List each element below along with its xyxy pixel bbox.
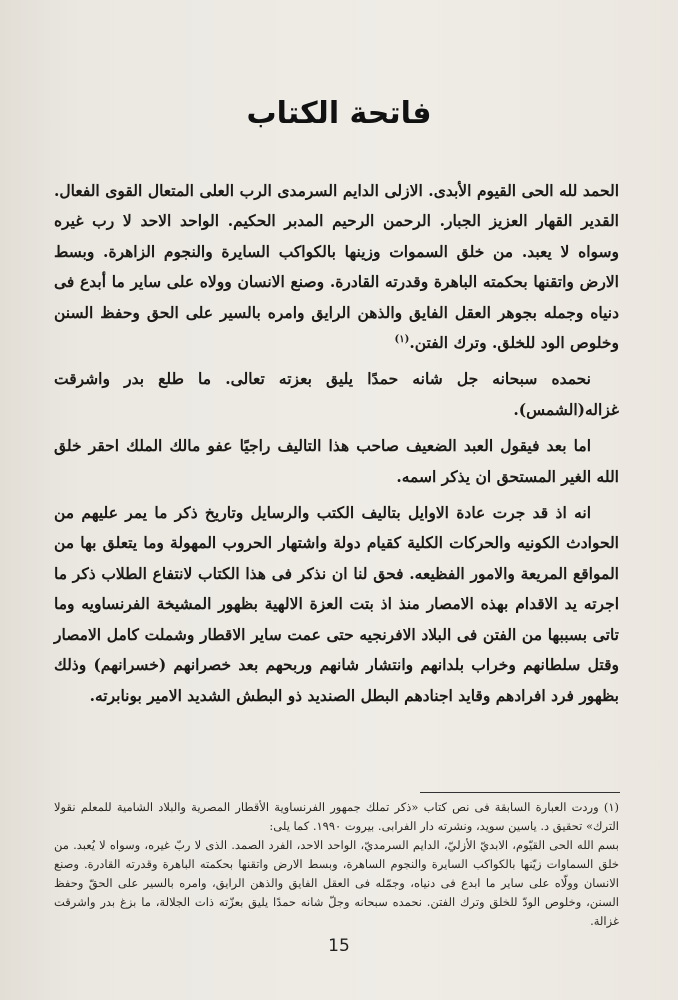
paragraph-opening [54, 176, 619, 358]
footnote-reference: (١) [394, 333, 410, 345]
footnote-quote: بسم الله الحى القيّوم، الابديّ الأزليّ، الدايم السرمديّ، الواحد الاحد، الفرد الصمد. الذى لا ربّ غيره، وسواه لا يُعبد. من خلق السماوات زيّنها بالكواكب السايرة والنجوم الساهرة، وبسط الارض واتقنها بحكمته الباهرة وقدرته القادرة. وصنع الانسان وولّاه على ساير ما ابدع فى دنياه، وجمّله فى العقل الفايق والذهن الرايق، وامره بالسير على الحقّ وحفظ السنن، وخلوص الودّ للخلق وترك الفتن. نحمده سبحانه وجلّ شانه حمدًا يليق بعزّته ذات الجلالة، ما بزغ بدر واشرقت غزالة. [54, 838, 619, 928]
paragraph-author: اما بعد فيقول العبد الضعيف صاحب هذا التاليف راجيًا عفو مالك الملك احقر خلق الله الغير المستحق ان يذكر اسمه. [54, 436, 619, 486]
paragraph-opening-text: الحمد لله الحى القيوم الأبدى. الازلى الدايم السرمدى الرب العلى المتعال القوى الفعال. القدير القهار العزيز الجبار. الرحمن الرحيم المدبر الحكيم. الواحد الاحد لا رب غيره وسواه لا يعبد. من خلق السموات وزينها بالكواكب السايرة والنجوم الزاهرة. وبسط الارض واتقنها بحكمته الباهرة وقدرته القادرة. وصنع الانسان وولاه على ساير ما أبدع فى دنياه وجمله بجوهر العقل الفايق والذهن الرايق وامره بالسير على الحق وحفظ السنن وخلوص الود للخلق. وترك الفتن. [54, 181, 619, 353]
page-title: فاتحة الكتاب [246, 96, 432, 131]
page-number: 15 [328, 936, 350, 956]
paragraph-purpose: انه اذ قد جرت عادة الاوايل بتاليف الكتب والرسايل وتاريخ ذكر ما يمر عليهم من الحوادث الكونيه والحركات الكلية كقيام دولة واشتهار الحروب المهولة وما يتعلق بها من المواقع المريعة والامور الفظيعه. فحق لنا ان نذكر فى هذا الكتاب لانتفاع الطلاب ذكر ما اجرته يد الاقدام بهذه الامصار منذ اذ بتت العزة الالهية بظهور المشيخة الفرنساويه وما تاتى بسببها من الفتن فى البلاد الافرنجيه حتى عمت ساير الاقطار وشملت كامل الامصار وقتل سلطانهم وخراب بلدانهم وانتشار شانهم وربحهم بعد خصرانهم (خسرانهم) وذلك بظهور فرد افرادهم وقايد اجنادهم البطل الصنديد ذو البطش الشديد الامير بونابرته. [54, 503, 619, 705]
footnote-source: (١) وردت العبارة السابقة فى نص كتاب «ذكر تملك جمهور الفرنساوية الأقطار المصرية والبلاد الشامية للمعلم نقولا الترك» تحقيق د. ياسين سويد، ونشرته دار الفرابى. بيروت ١٩٩٠. كما يلى: [54, 800, 619, 833]
footnotes [54, 798, 619, 931]
body-text [54, 176, 619, 717]
paragraph-praise: نحمده سبحانه جل شانه حمدًا يليق بعزته تعالى. ما طلع بدر واشرقت غزاله(الشمس). [54, 369, 619, 419]
footnote-divider [420, 792, 620, 793]
